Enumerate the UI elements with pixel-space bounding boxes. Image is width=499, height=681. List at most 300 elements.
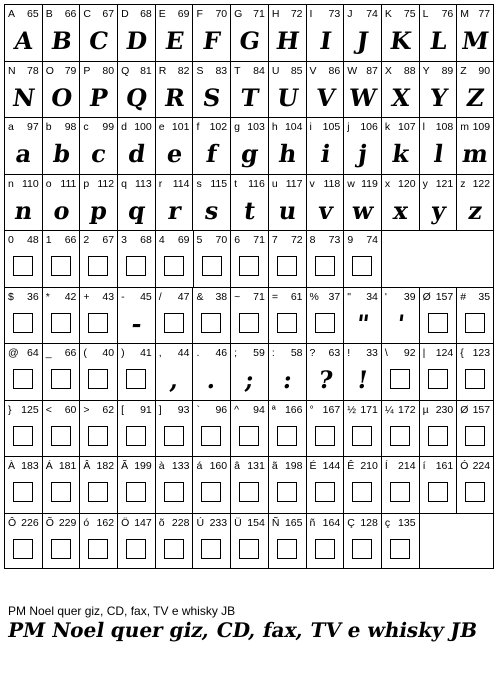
- glyph-label: [423, 460, 454, 472]
- glyph-cell: [419, 456, 457, 513]
- glyph-label: [272, 65, 303, 77]
- missing-glyph-icon: [239, 313, 259, 333]
- glyph-char: 8: [309, 234, 316, 246]
- missing-glyph-box: [455, 305, 496, 341]
- missing-glyph-box: [229, 474, 271, 510]
- glyph-code: 63: [328, 347, 341, 359]
- glyph-code: 105: [322, 121, 341, 133]
- glyph-cell: [117, 4, 155, 61]
- missing-glyph-box: [40, 361, 82, 397]
- empty-cell: [456, 230, 494, 287]
- glyph-sample: D: [124, 25, 149, 55]
- glyph-cell: [343, 513, 381, 570]
- glyph-label: [159, 347, 190, 359]
- glyph-sample: L: [427, 25, 448, 55]
- glyph-cell: [306, 513, 344, 570]
- glyph-code: 122: [472, 177, 491, 190]
- glyph-cell: [456, 4, 494, 61]
- glyph-char: \: [384, 347, 388, 359]
- glyph-cell: [230, 343, 268, 400]
- glyph-code: 67: [102, 234, 115, 246]
- missing-glyph-box: [40, 531, 82, 567]
- glyph-cell: [117, 174, 155, 231]
- glyph-char: Ç: [347, 516, 355, 529]
- glyph-char: Í: [384, 460, 388, 472]
- glyph-label: [347, 291, 378, 303]
- glyph-label: [159, 8, 190, 20]
- glyph-label: [234, 178, 265, 190]
- glyph-code: 39: [403, 290, 416, 303]
- glyph-char: Ö: [121, 516, 130, 529]
- missing-glyph-box: [78, 418, 120, 454]
- glyph-char: (: [83, 347, 87, 359]
- glyph-code: 117: [285, 177, 303, 190]
- glyph-code: 166: [284, 403, 303, 416]
- glyph-code: 111: [60, 177, 77, 190]
- glyph-cell: [230, 456, 268, 513]
- glyph-code: 128: [360, 516, 378, 529]
- glyph-label: [196, 291, 227, 303]
- glyph-code: 224: [472, 460, 491, 472]
- glyph-char: ]: [158, 403, 162, 416]
- glyph-label: [234, 291, 265, 303]
- glyph-char: *: [45, 290, 50, 303]
- glyph-char: ;: [234, 347, 238, 359]
- glyph-char: [: [121, 403, 124, 416]
- missing-glyph-box: [379, 361, 421, 397]
- glyph-cell: [343, 400, 381, 457]
- glyph-cell: [419, 61, 457, 118]
- glyph-sample: Q: [124, 82, 149, 111]
- missing-glyph-box: [191, 531, 233, 567]
- glyph-code: 112: [97, 177, 115, 190]
- glyph-char: 0: [8, 234, 14, 246]
- glyph-label: [83, 121, 114, 133]
- glyph-sample: q: [126, 195, 147, 224]
- glyph-char: K: [384, 8, 392, 20]
- glyph-cell: [42, 174, 80, 231]
- missing-glyph-icon: [13, 369, 33, 389]
- glyph-char: `: [196, 403, 200, 416]
- glyph-code: 154: [247, 516, 265, 529]
- glyph-sample: I: [317, 25, 332, 55]
- missing-glyph-box: [40, 474, 82, 510]
- glyph-row: [4, 117, 494, 174]
- glyph-cell: [79, 343, 117, 400]
- glyph-label: [460, 404, 490, 416]
- missing-glyph-icon: [465, 426, 485, 446]
- glyph-label: [385, 347, 416, 359]
- glyph-char: D: [121, 8, 129, 20]
- glyph-sample: S: [201, 82, 222, 111]
- glyph-label: [385, 291, 416, 303]
- empty-cell: [381, 230, 419, 287]
- glyph-sample: i: [318, 138, 331, 168]
- glyph-cell: [42, 513, 80, 570]
- glyph-cell: [306, 287, 344, 344]
- glyph-sample: r: [166, 195, 182, 224]
- glyph-cell: [381, 513, 419, 570]
- missing-glyph-icon: [465, 313, 485, 333]
- glyph-cell: [79, 456, 117, 513]
- glyph-code: 104: [284, 121, 303, 133]
- missing-glyph-box: [2, 248, 44, 284]
- glyph-label: [196, 460, 227, 472]
- glyph-code: 125: [21, 403, 39, 416]
- glyph-label: [196, 517, 227, 529]
- glyph-label: [8, 178, 39, 190]
- glyph-sample: j: [356, 138, 369, 168]
- glyph-char: H: [271, 8, 280, 20]
- glyph-sample: t: [242, 195, 257, 224]
- missing-glyph-icon: [13, 539, 33, 559]
- glyph-cell: [456, 117, 494, 174]
- missing-glyph-icon: [390, 539, 410, 559]
- glyph-sample: N: [10, 82, 36, 111]
- glyph-sample: l: [431, 138, 445, 168]
- glyph-char: .: [196, 347, 200, 359]
- glyph-char: T: [234, 64, 241, 77]
- glyph-char: B: [45, 8, 53, 20]
- glyph-code: 133: [171, 460, 190, 472]
- glyph-label: [347, 178, 378, 190]
- glyph-sample: P: [88, 82, 110, 111]
- glyph-label: [159, 460, 190, 472]
- glyph-cell: [117, 513, 155, 570]
- glyph-label: [272, 8, 303, 20]
- glyph-label: [234, 65, 265, 77]
- glyph-char: ã: [271, 460, 278, 472]
- glyph-code: 162: [96, 516, 115, 529]
- glyph-char: g: [234, 121, 240, 133]
- glyph-sample: !: [355, 364, 370, 394]
- missing-glyph-box: [266, 248, 308, 284]
- glyph-code: 167: [322, 403, 341, 416]
- missing-glyph-icon: [239, 426, 259, 446]
- glyph-char: |: [422, 347, 426, 359]
- glyph-label: [83, 8, 114, 20]
- glyph-code: 214: [398, 460, 416, 472]
- glyph-char: Ú: [196, 516, 205, 529]
- missing-glyph-box: [78, 305, 120, 341]
- missing-glyph-box: [379, 531, 421, 567]
- glyph-char: z: [460, 177, 466, 190]
- glyph-char: j: [347, 121, 350, 133]
- glyph-label: [310, 347, 341, 359]
- glyph-label: [347, 347, 378, 359]
- glyph-label: [46, 121, 77, 133]
- glyph-code: 43: [102, 290, 115, 303]
- glyph-char: G: [234, 8, 243, 20]
- glyph-char: v: [309, 177, 315, 190]
- glyph-code: 66: [64, 347, 77, 359]
- glyph-sample: h: [276, 138, 298, 168]
- glyph-code: 92: [403, 347, 416, 359]
- missing-glyph-icon: [89, 313, 109, 333]
- glyph-label: [234, 121, 265, 133]
- glyph-cell: [419, 4, 457, 61]
- glyph-char: â: [234, 460, 240, 472]
- glyph-char: $: [8, 290, 14, 303]
- missing-glyph-icon: [353, 256, 373, 276]
- glyph-label: [197, 234, 228, 246]
- glyph-cell: [79, 513, 117, 570]
- glyph-cell: [192, 287, 230, 344]
- glyph-char: ~: [234, 290, 241, 303]
- glyph-label: [310, 404, 341, 416]
- glyph-char: s: [196, 177, 202, 190]
- glyph-label: [121, 234, 152, 246]
- glyph-cell: [268, 61, 306, 118]
- glyph-code: 74: [366, 8, 378, 20]
- glyph-label: [121, 517, 152, 529]
- glyph-code: 91: [140, 403, 152, 416]
- missing-glyph-box: [116, 418, 158, 454]
- missing-glyph-icon: [89, 256, 109, 276]
- glyph-sample: H: [274, 25, 301, 55]
- glyph-sample: M: [460, 25, 490, 55]
- missing-glyph-icon: [277, 482, 297, 502]
- glyph-code: 68: [140, 234, 152, 246]
- missing-glyph-box: [191, 305, 233, 341]
- glyph-char: Õ: [45, 516, 54, 529]
- empty-cell: [419, 230, 457, 287]
- glyph-sample: s: [203, 195, 221, 224]
- glyph-code: 71: [253, 234, 265, 246]
- glyph-char: M: [460, 8, 469, 20]
- glyph-sample: ,: [168, 364, 180, 394]
- glyph-label: [196, 65, 227, 77]
- glyph-sample: b: [51, 138, 71, 168]
- glyph-row: [4, 174, 494, 231]
- glyph-sample: K: [388, 25, 413, 55]
- missing-glyph-icon: [465, 482, 485, 502]
- glyph-sample: F: [201, 25, 222, 55]
- glyph-cell: [79, 117, 117, 174]
- missing-glyph-box: [78, 248, 120, 284]
- glyph-row: [4, 456, 494, 513]
- missing-glyph-box: [78, 474, 120, 510]
- glyph-cell: [42, 230, 80, 287]
- glyph-sample: ': [394, 308, 406, 337]
- glyph-cell: [419, 287, 457, 344]
- glyph-char: %: [309, 290, 319, 303]
- glyph-code: 47: [177, 290, 190, 303]
- glyph-char: w: [347, 177, 355, 190]
- glyph-code: 123: [472, 347, 491, 359]
- glyph-code: 226: [21, 516, 39, 529]
- missing-glyph-box: [304, 305, 346, 341]
- glyph-sample: v: [316, 195, 334, 224]
- glyph-cell: [230, 61, 268, 118]
- missing-glyph-icon: [390, 482, 410, 502]
- glyph-sample: u: [276, 195, 298, 224]
- missing-glyph-icon: [89, 426, 109, 446]
- glyph-code: 233: [209, 516, 228, 529]
- glyph-sample: .: [206, 364, 218, 394]
- missing-glyph-box: [342, 248, 384, 284]
- glyph-code: 70: [215, 8, 228, 20]
- glyph-row: [4, 287, 494, 344]
- glyph-code: 59: [253, 347, 265, 359]
- glyph-code: 144: [322, 460, 341, 472]
- glyph-code: 88: [403, 64, 416, 77]
- missing-glyph-icon: [353, 539, 373, 559]
- glyph-code: 108: [435, 121, 454, 133]
- glyph-char: >: [83, 403, 90, 416]
- glyph-sample: o: [51, 195, 71, 224]
- glyph-char: ç: [384, 516, 391, 529]
- glyph-label: [121, 347, 152, 359]
- missing-glyph-icon: [390, 426, 410, 446]
- glyph-code: 41: [140, 347, 152, 359]
- glyph-cell: [343, 343, 381, 400]
- glyph-char: #: [460, 290, 467, 303]
- glyph-sample: e: [164, 138, 184, 168]
- glyph-cell: [42, 456, 80, 513]
- missing-glyph-box: [266, 474, 308, 510]
- glyph-label: [310, 178, 341, 190]
- glyph-label: [196, 178, 227, 190]
- glyph-char: /: [158, 290, 162, 303]
- glyph-char: Â: [83, 460, 91, 472]
- glyph-char: ?: [309, 347, 316, 359]
- glyph-code: 183: [21, 460, 39, 472]
- missing-glyph-icon: [240, 256, 260, 276]
- glyph-label: [385, 121, 416, 133]
- glyph-cell: [117, 61, 155, 118]
- missing-glyph-icon: [202, 256, 222, 276]
- glyph-char: Ê: [347, 460, 355, 472]
- glyph-char: ,: [158, 347, 162, 359]
- glyph-code: 69: [177, 234, 190, 246]
- glyph-code: 76: [441, 8, 454, 20]
- glyph-sample: A: [12, 25, 35, 55]
- glyph-cell: [155, 513, 193, 570]
- glyph-code: 62: [102, 403, 115, 416]
- missing-glyph-box: [116, 248, 158, 284]
- glyph-sample: T: [238, 82, 260, 111]
- glyph-code: 82: [177, 64, 190, 77]
- glyph-code: 74: [366, 234, 379, 246]
- glyph-code: 135: [398, 516, 416, 529]
- glyph-label: [121, 8, 152, 20]
- glyph-label: [310, 517, 341, 529]
- missing-glyph-icon: [239, 539, 259, 559]
- glyph-code: 124: [435, 347, 454, 359]
- glyph-code: 87: [366, 64, 378, 77]
- missing-glyph-box: [153, 474, 195, 510]
- glyph-char: A: [8, 8, 16, 20]
- glyph-cell: [456, 174, 494, 231]
- glyph-cell: [230, 4, 268, 61]
- glyph-label: [121, 65, 152, 77]
- glyph-code: 81: [140, 64, 152, 77]
- glyph-code: 66: [64, 8, 77, 20]
- glyph-code: 120: [398, 177, 416, 190]
- glyph-cell: [79, 4, 117, 61]
- glyph-cell: [268, 400, 306, 457]
- glyph-label: [385, 460, 416, 472]
- missing-glyph-icon: [353, 482, 373, 502]
- glyph-sample: x: [391, 195, 409, 224]
- missing-glyph-box: [266, 418, 308, 454]
- glyph-sample: y: [429, 195, 447, 224]
- glyph-code: 99: [102, 121, 115, 133]
- glyph-code: 79: [64, 64, 77, 77]
- missing-glyph-icon: [315, 313, 335, 333]
- glyph-char: õ: [158, 516, 165, 529]
- glyph-cell: [192, 117, 230, 174]
- glyph-label: [196, 404, 227, 416]
- glyph-label: [272, 291, 303, 303]
- missing-glyph-icon: [126, 426, 146, 446]
- glyph-char: Ã: [121, 460, 129, 472]
- glyph-cell: [117, 456, 155, 513]
- glyph-label: [423, 121, 454, 133]
- missing-glyph-icon: [126, 256, 146, 276]
- glyph-cell: [79, 174, 117, 231]
- glyph-cell: [381, 4, 419, 61]
- glyph-sample: g: [239, 138, 260, 168]
- missing-glyph-box: [304, 531, 346, 567]
- glyph-label: [460, 178, 490, 190]
- glyph-label: [8, 65, 39, 77]
- missing-glyph-icon: [13, 482, 33, 502]
- glyph-code: 164: [322, 516, 341, 529]
- glyph-cell: [42, 61, 80, 118]
- missing-glyph-icon: [51, 426, 71, 446]
- glyph-sample: -: [129, 308, 143, 337]
- glyph-cell: [193, 230, 231, 287]
- glyph-char: ñ: [309, 516, 316, 529]
- glyph-code: 228: [171, 516, 190, 529]
- missing-glyph-box: [153, 248, 195, 284]
- glyph-label: [83, 460, 114, 472]
- glyph-code: 40: [102, 347, 115, 359]
- glyph-char: Á: [45, 460, 53, 472]
- glyph-char: i: [309, 121, 312, 133]
- glyph-cell: [155, 117, 193, 174]
- glyph-cell: [192, 61, 230, 118]
- glyph-sample: Z: [464, 82, 486, 111]
- glyph-cell: [4, 4, 42, 61]
- missing-glyph-box: [266, 305, 308, 341]
- glyph-sample: n: [13, 195, 34, 224]
- glyph-code: 83: [215, 64, 228, 77]
- glyph-cell: [79, 230, 117, 287]
- missing-glyph-box: [2, 474, 44, 510]
- glyph-char: 7: [271, 234, 278, 246]
- missing-glyph-box: [2, 418, 44, 454]
- glyph-code: 64: [27, 347, 39, 359]
- glyph-char: d: [121, 121, 127, 133]
- glyph-sample: V: [313, 82, 336, 111]
- glyph-char: L: [422, 8, 429, 20]
- glyph-label: [347, 460, 378, 472]
- missing-glyph-box: [417, 474, 459, 510]
- missing-glyph-box: [342, 531, 384, 567]
- glyph-code: 93: [177, 403, 190, 416]
- missing-glyph-box: [266, 531, 308, 567]
- glyph-code: 230: [435, 403, 454, 416]
- glyph-char: a: [8, 121, 14, 133]
- glyph-cell: [155, 400, 193, 457]
- glyph-cell: [155, 4, 193, 61]
- glyph-char: {: [460, 347, 464, 359]
- glyph-char: r: [158, 177, 163, 190]
- glyph-char: É: [309, 460, 317, 472]
